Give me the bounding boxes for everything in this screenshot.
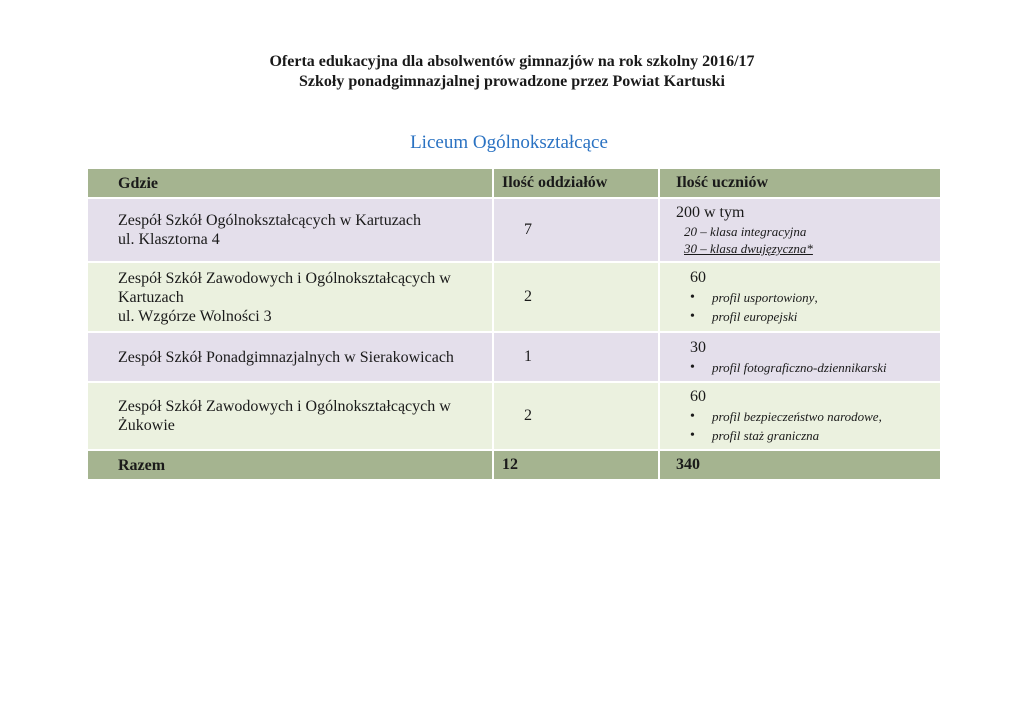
school-name: Zespół Szkół Ogólnokształcących w Kartuzach [118,212,422,229]
school-name-cell [87,262,493,332]
profile-label: profil bezpieczeństwo narodowe, [712,409,882,424]
students-detail: 30 – klasa dwujęzyczna* [684,241,813,256]
bullet-icon: • [690,428,695,443]
school-address: ul. Klasztorna 4 [118,231,220,248]
table-header-row [87,168,941,198]
header-students: Ilość uczniów [659,168,941,198]
bullet-icon: • [690,359,695,375]
bullet-icon: • [690,290,695,305]
document-title-line-1: Oferta edukacyjna dla absolwentów gimnazjów na rok szkolny 2016/17 [269,53,755,70]
profile-label: profil staż graniczna [712,428,820,443]
bullet-item [690,307,940,326]
students-count: 200 w tym [676,204,745,221]
header-where: Gdzie [87,168,493,198]
schools-table [86,167,942,481]
school-name: Zespół Szkół Ponadgimnazjalnych w Sierakowicach [118,348,454,366]
total-classes: 12 [493,450,659,480]
school-name-cell [87,198,493,262]
table-row [87,382,941,450]
table-row [87,198,941,262]
school-name-cont: Kartuzach [118,288,184,306]
students-detail: 20 – klasa integracyjna [684,224,807,239]
students-count: 60 [690,269,706,286]
school-name: Zespół Szkół Zawodowych i Ogólnokształcących w [118,398,451,415]
school-name: Zespół Szkół Zawodowych i Ogólnokształcących w [118,269,451,287]
profile-label: profil europejski [712,309,798,324]
school-name-cont: Żukowie [118,417,175,434]
students-count: 60 [690,388,706,405]
bullet-item [690,288,940,307]
classes-count: 7 [493,198,659,262]
school-name-cell [87,382,493,450]
students-cell [659,262,941,332]
section-title: Liceum Ogólnokształcące [410,132,608,153]
table-total-row [87,450,941,480]
total-label: Razem [87,450,493,480]
bullet-icon: • [690,409,695,424]
bullet-icon: • [690,309,695,324]
table-row [87,332,941,382]
school-address: ul. Wzgórze Wolności 3 [118,307,272,325]
profile-label: profil fotograficzno-dziennikarski [712,359,887,375]
document-title-line-2: Szkoły ponadgimnazjalnej prowadzone przez Powiat Kartuski [299,73,725,90]
bullet-item [690,426,940,445]
classes-count: 2 [493,262,659,332]
students-cell [659,198,941,262]
students-cell [659,332,941,382]
total-students: 340 [659,450,941,480]
bullet-item [690,407,940,426]
students-count: 30 [690,338,706,356]
bullet-item [690,358,940,377]
header-classes: Ilość oddziałów [493,168,659,198]
school-name-cell [87,332,493,382]
students-cell [659,382,941,450]
comma: , [814,290,818,305]
classes-count: 1 [493,332,659,382]
classes-count: 2 [493,382,659,450]
table-row [87,262,941,332]
profile-label: profil usportowiony [712,290,815,305]
